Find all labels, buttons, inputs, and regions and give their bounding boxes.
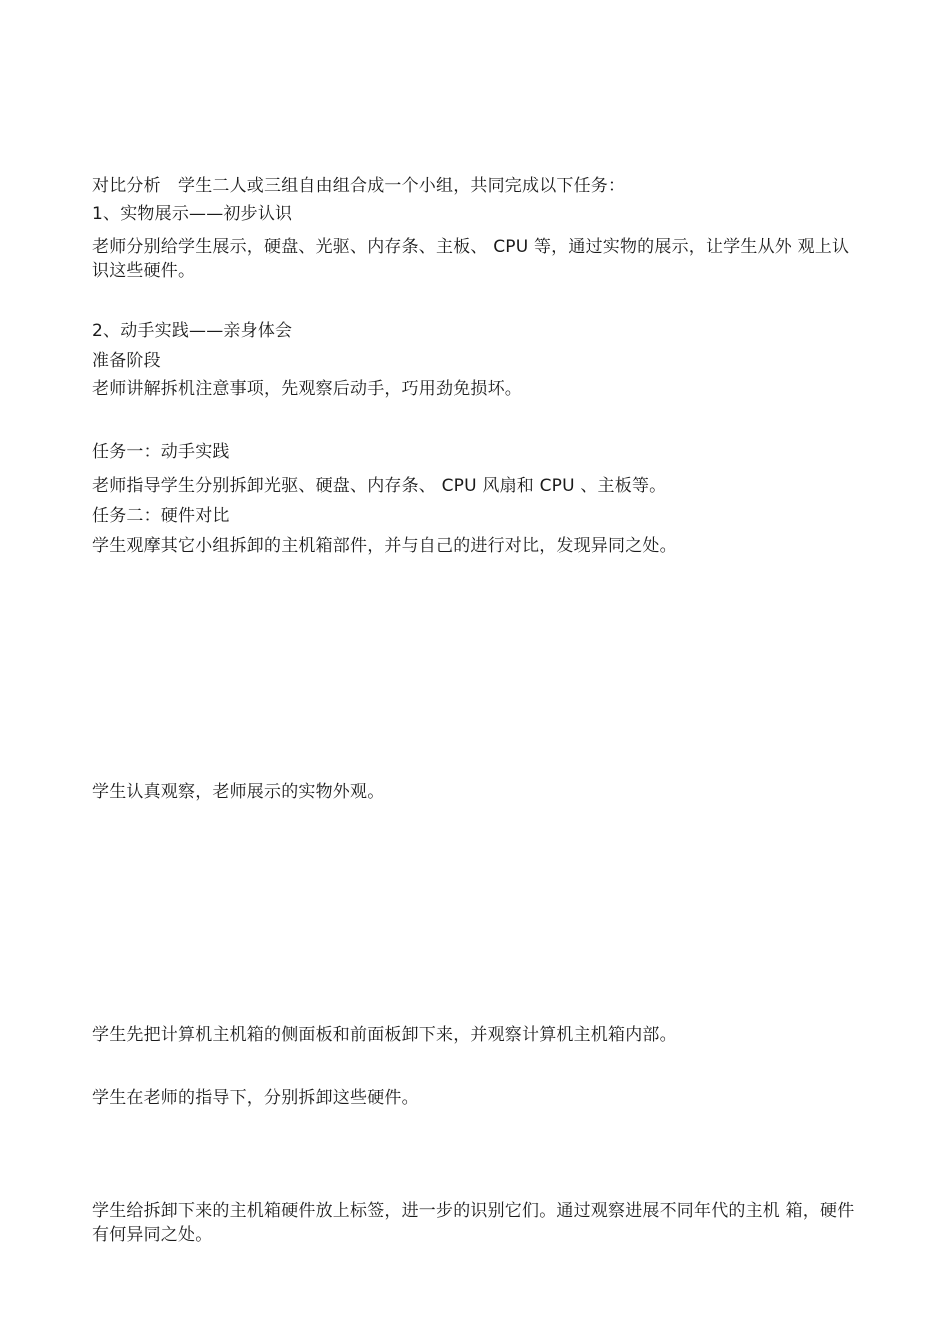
prep-title: 准备阶段	[92, 351, 161, 371]
student-observe-text: 学生认真观察，老师展示的实物外观。	[92, 782, 385, 802]
task-1-body: 老师指导学生分别拆卸光驱、硬盘、内存条、 CPU 风扇和 CPU 、主板等。	[92, 476, 667, 496]
section-1-body: 老师分别给学生展示，硬盘、光驱、内存条、主板、 CPU 等，通过实物的展示，让学生从外 观上认识这些硬件。	[92, 237, 850, 281]
task-1-title: 任务一：动手实践	[92, 442, 230, 462]
task-2-title: 任务二：硬件对比	[92, 506, 230, 526]
intro-text: 对比分析 学生二人或三组自由组合成一个小组，共同完成以下任务：	[92, 176, 626, 196]
student-label-text: 学生给拆卸下来的主机箱硬件放上标签，进一步的识别它们。通过观察进展不同年代的主机 箱，硬件有何异同之处。	[92, 1201, 855, 1245]
section-1-title: 1、实物展示——初步认识	[92, 204, 293, 224]
student-remove-panels-text: 学生先把计算机主机箱的侧面板和前面板卸下来，并观察计算机主机箱内部。	[92, 1025, 677, 1045]
prep-body: 老师讲解拆机注意事项，先观察后动手，巧用劲免损坏。	[92, 379, 522, 399]
task-2-body: 学生观摩其它小组拆卸的主机箱部件，并与自己的进行对比，发现异同之处。	[92, 536, 677, 556]
section-2-title: 2、动手实践——亲身体会	[92, 321, 293, 341]
student-disassemble-text: 学生在老师的指导下，分别拆卸这些硬件。	[92, 1088, 419, 1108]
